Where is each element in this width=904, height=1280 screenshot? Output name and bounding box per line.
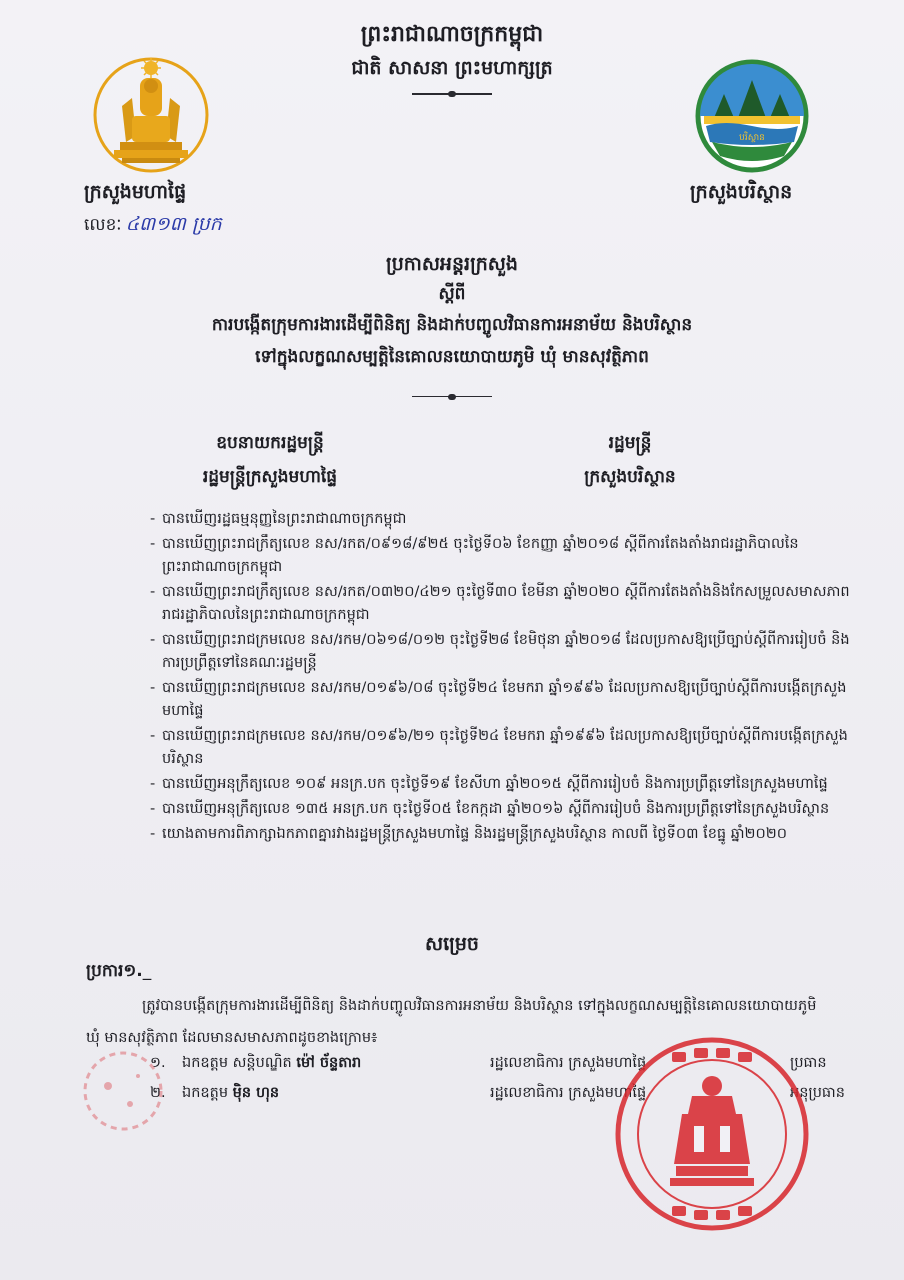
member-number: ២. xyxy=(150,1085,166,1101)
member-number: ១. xyxy=(150,1055,166,1071)
reference-handwritten-number: ៤៣១៣ ប្រក xyxy=(125,213,222,235)
right-signatory-title: រដ្ឋមន្ត្រី xyxy=(608,433,652,453)
subject-line-1: ការបង្កើតក្រុមការងារដើម្បីពិនិត្យ និងដាក់បញ្ចូលវិធានការអនាម័យ និងបរិស្ថាន xyxy=(211,315,693,335)
member-title xyxy=(182,1054,361,1075)
member-role: ប្រធាន xyxy=(790,1055,827,1071)
left-signatory-title: ឧបនាយករដ្ឋមន្ត្រី xyxy=(216,433,324,453)
interior-ministry-emblem xyxy=(92,56,210,178)
recital-item: - បានឃើញអនុក្រឹត្យលេខ ១៣៥ អនក្រ.បក ចុះថ្ងៃទី០៥ ខែកក្កដា ឆ្នាំ២០១៦ ស្តីពីការរៀបចំ និងការប្រព្រឹត្តទៅនៃក្រសួងបរិស្ថាន xyxy=(150,798,850,821)
recital-item: - បានឃើញអនុក្រឹត្យលេខ ១០៩ អនក្រ.បក ចុះថ្ងៃទី១៩ ខែសីហា ឆ្នាំ២០១៥ ស្តីពីការរៀបចំ និងការប្រព្រឹត្តទៅនៃក្រសួងមហាផ្ទៃ xyxy=(150,773,850,796)
about-label: ស្តីពី xyxy=(438,284,466,304)
ornament-divider-title xyxy=(412,396,492,397)
left-signatory-role: រដ្ឋមន្ត្រីក្រសួងមហាផ្ទៃ xyxy=(202,467,338,487)
recital-item: - បានឃើញព្រះរាជក្រឹត្យលេខ នស/រកត/០៩១៨/៩២៥ ចុះថ្ងៃទី០៦ ខែកញ្ញា ឆ្នាំ២០១៨ ស្តីពីការតែងតាំងរាជរដ្ឋាភិបាលនៃព្រះរាជាណាចក្រកម្ពុជា xyxy=(150,533,850,579)
reference-number xyxy=(84,212,222,240)
recital-item: - បានឃើញព្រះរាជក្រមលេខ នស/រកម/០៦១៨/០១២ ចុះថ្ងៃទី២៨ ខែមិថុនា ឆ្នាំ២០១៨ ដែលប្រកាសឱ្យប្រើច្បាប់ស្តីពីការរៀបចំ និងការប្រព្រឹត្តទៅនៃគណៈរដ្ឋមន្ត្រី xyxy=(150,629,850,675)
official-red-seal xyxy=(612,1034,812,1238)
left-ministry-name: ក្រសួងមហាផ្ទៃ xyxy=(84,181,187,203)
member-title xyxy=(182,1084,279,1105)
member-honorific: ឯកឧត្តម សន្តិបណ្ឌិត xyxy=(182,1055,292,1071)
emblem-caption: បរិស្ថាន xyxy=(739,133,765,143)
recital-item: - បានឃើញព្រះរាជក្រមលេខ នស/រកម/០១៩៦/០៨ ចុះថ្ងៃទី២៤ ខែមករា ឆ្នាំ១៩៩៦ ដែលប្រកាសឱ្យប្រើច្បាប់ស្តីពីការបង្កើតក្រសួងមហាផ្ទៃ xyxy=(150,677,850,723)
reference-label: លេខៈ xyxy=(84,215,122,235)
decision-heading: សម្រេច xyxy=(425,933,479,955)
document-type-title: ប្រកាសអន្តរក្រសួង xyxy=(386,253,518,275)
article-1-heading xyxy=(86,960,151,985)
article-label: ប្រការ១. xyxy=(86,961,143,981)
article-1-paragraph: ត្រូវបានបង្កើតក្រុមការងារដើម្បីពិនិត្យ និងដាក់បញ្ចូលវិធានការអនាម័យ និងបរិស្ថាន ទៅក្នុងលក្ខណសម្បត្តិនៃគោលនយោបាយភូមិ ឃុំ មានសុវត្ថិភាព ដែលមានសមាសភាពដូចខាងក្រោម៖ xyxy=(86,998,817,1046)
environment-ministry-emblem xyxy=(694,58,810,178)
right-ministry-name: ក្រសួងបរិស្ថាន xyxy=(690,181,793,203)
right-signatory-role: ក្រសួងបរិស្ថាន xyxy=(584,467,676,487)
recital-item: - យោងតាមការពិភាក្សាឯកភាពគ្នារវាងរដ្ឋមន្ត្រីក្រសួងមហាផ្ទៃ និងរដ្ឋមន្ត្រីក្រសួងបរិស្ថាន កាលពី ថ្ងៃទី០៣ ខែធ្នូ ឆ្នាំ២០២០ xyxy=(150,823,850,846)
recital-item: - បានឃើញព្រះរាជក្រឹត្យលេខ នស/រកត/០៣២០/៤២១ ចុះថ្ងៃទី៣០ ខែមីនា ឆ្នាំ២០២០ ស្តីពីការតែងតាំងនិងកែសម្រួលសមាសភាពរាជរដ្ឋាភិបាលនៃព្រះរាជាណាចក្រកម្ពុជា xyxy=(150,581,850,627)
faint-seal-impression xyxy=(78,1046,168,1140)
member-position: រដ្ឋលេខាធិការ ក្រសួងមហាផ្ទៃ xyxy=(490,1055,647,1071)
recitals-list xyxy=(150,508,850,848)
article-dash: _ xyxy=(142,961,152,981)
ornament-divider-top xyxy=(412,93,492,95)
member-name: ម៉ិន ហុន xyxy=(232,1085,280,1101)
kingdom-heading: ព្រះរាជាណាចក្រកម្ពុជា xyxy=(360,22,544,47)
subject-line-2: ទៅក្នុងលក្ខណសម្បត្តិនៃគោលនយោបាយភូមិ ឃុំ មានសុវត្ថិភាព xyxy=(255,347,649,367)
member-honorific: ឯកឧត្តម xyxy=(182,1085,229,1101)
member-name: ម៉ៅ ច័ន្ទតារា xyxy=(296,1055,362,1071)
national-motto: ជាតិ សាសនា ព្រះមហាក្សត្រ xyxy=(351,57,553,79)
member-position: រដ្ឋលេខាធិការ ក្រសួងមហាផ្ទៃ xyxy=(490,1085,647,1101)
recital-item: - បានឃើញរដ្ឋធម្មនុញ្ញនៃព្រះរាជាណាចក្រកម្ពុជា xyxy=(150,508,850,531)
member-role: អនុប្រធាន xyxy=(790,1085,845,1101)
recital-item: - បានឃើញព្រះរាជក្រមលេខ នស/រកម/០១៩៦/២១ ចុះថ្ងៃទី២៤ ខែមករា ឆ្នាំ១៩៩៦ ដែលប្រកាសឱ្យប្រើច្បាប់ស្តីពីការបង្កើតក្រសួងបរិស្ថាន xyxy=(150,725,850,771)
